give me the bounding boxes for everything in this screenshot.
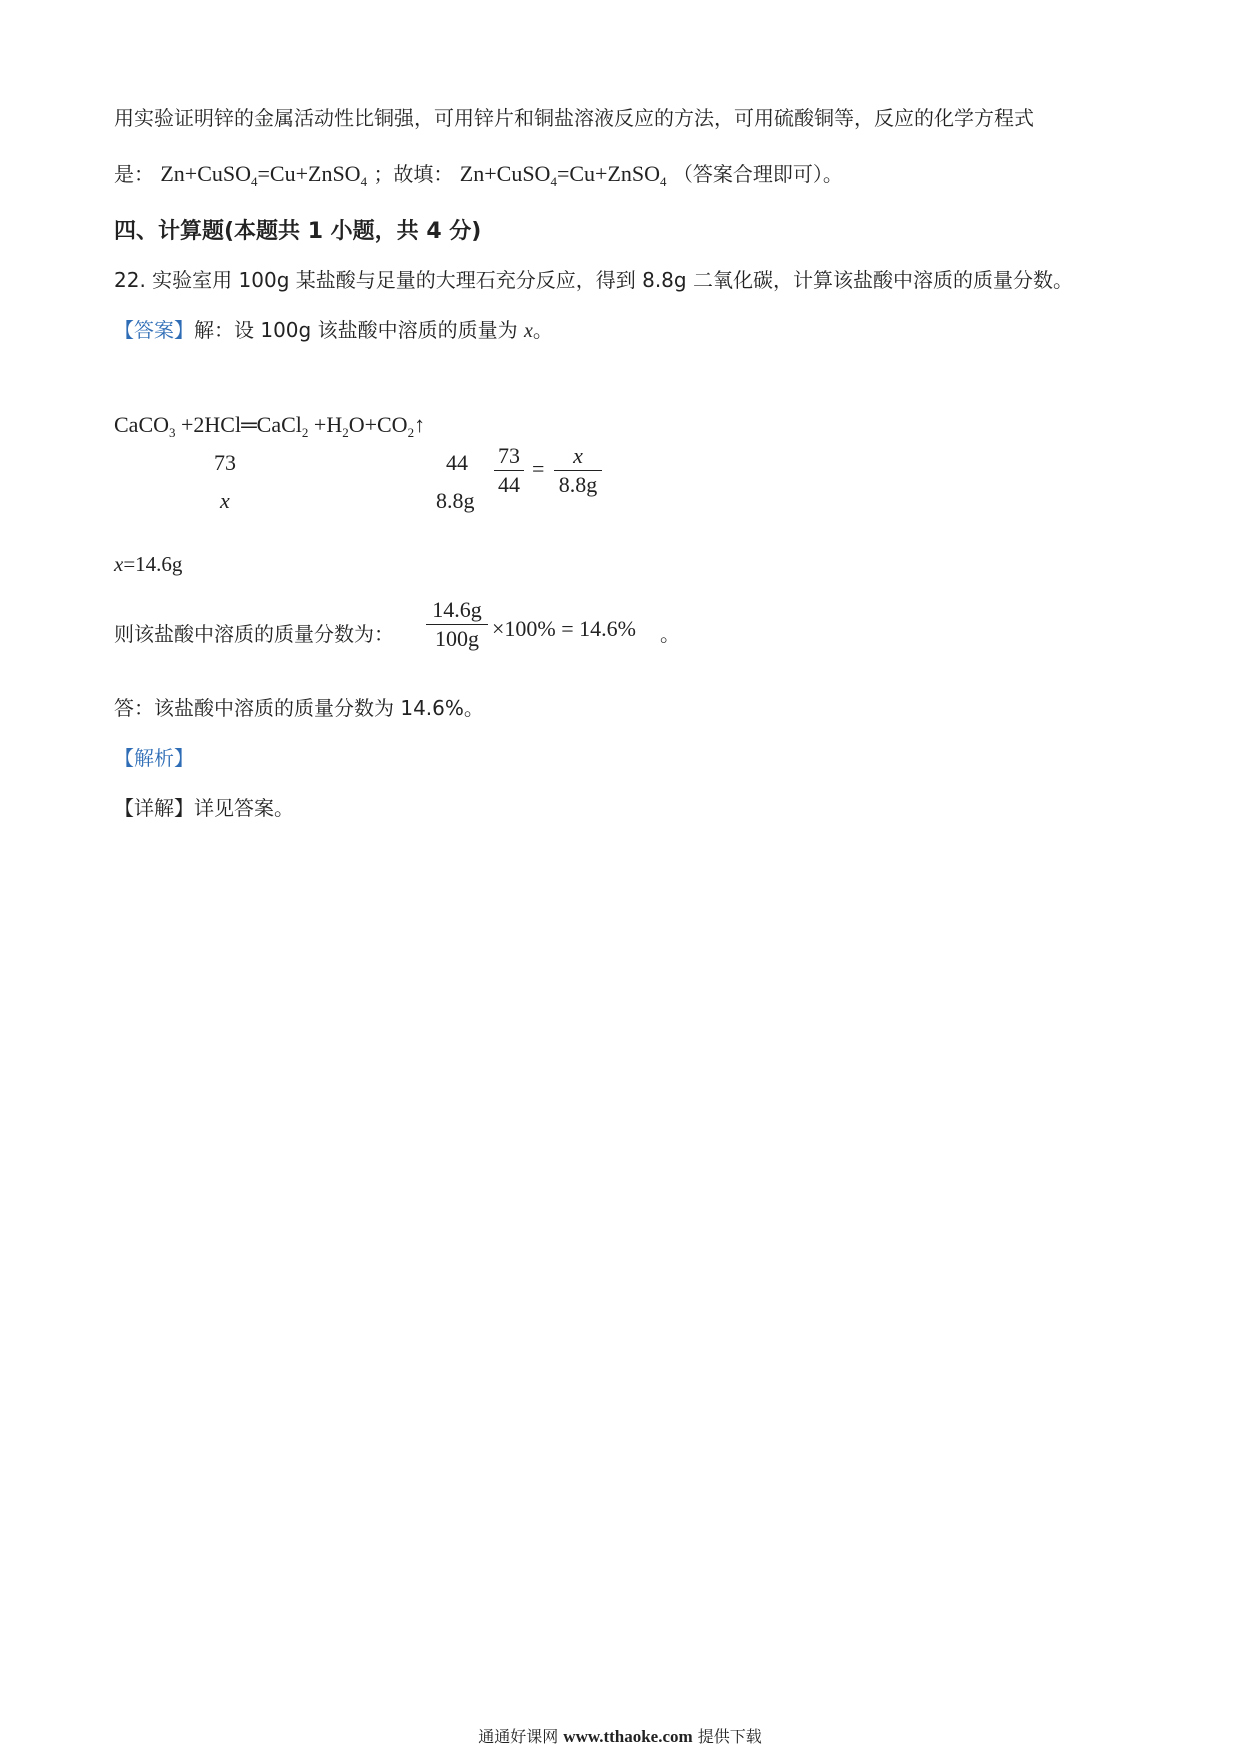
section-heading: 四、计算题(本题共 1 小题，共 4 分) <box>114 219 482 244</box>
paragraph-suffix: （答案合理即可）。 <box>672 162 843 186</box>
page-footer <box>0 1724 1240 1747</box>
paragraph-line-2 <box>114 160 843 188</box>
equation-answer: Zn+CuSO$_4$=Cu+ZnSO$_4$ <box>459 161 667 189</box>
footer-tail: 提供下载 <box>697 1727 762 1746</box>
footer-site: 通通好课网 <box>478 1727 559 1746</box>
answer-line <box>114 316 553 345</box>
answer-var: x <box>523 320 533 342</box>
paragraph-mid: ；故填： <box>373 162 454 186</box>
var-x: x <box>220 488 230 513</box>
result-value: =14.6g <box>123 552 183 576</box>
detail-line <box>114 794 294 822</box>
result-line <box>114 550 182 578</box>
percentage-end: 。 <box>660 622 680 646</box>
analysis-label: 【解析】 <box>114 746 194 770</box>
paragraph-line-1 <box>114 104 1034 132</box>
question-22: 22. 实验室用 100g 某盐酸与足量的大理石充分反应，得到 8.8g 二氧化碳，计算该盐酸中溶质的质量分数。 <box>114 268 1073 292</box>
chemical-equation <box>114 412 634 522</box>
footer-url[interactable]: www.tthaoke.com <box>563 1727 693 1746</box>
ratio-equals: = <box>532 456 545 481</box>
percentage-line <box>114 596 814 666</box>
ratio-right: x 8.8g <box>554 442 602 499</box>
detail-text: 详见答案。 <box>194 796 294 820</box>
given-mass: 8.8g <box>436 488 475 513</box>
mass-hcl: 73 <box>214 450 236 475</box>
percentage-prefix: 则该盐酸中溶质的质量分数为： <box>114 622 394 646</box>
mass-co2: 44 <box>446 450 468 475</box>
conclusion: 答：该盐酸中溶质的质量分数为 14.6%。 <box>114 696 484 720</box>
equation-zn-cuso4: Zn+CuSO$_4$=Cu+ZnSO$_4$ <box>160 161 368 189</box>
answer-text: 解：设 100g 该盐酸中溶质的质量为 <box>194 318 524 342</box>
result-var: x <box>114 552 124 576</box>
gas-arrow: ↑ <box>414 412 426 437</box>
answer-label: 【答案】 <box>114 318 194 342</box>
paragraph-text: 用实验证明锌的金属活动性比铜强，可用锌片和铜盐溶液反应的方法，可用硫酸铜等，反应的化学方程式 <box>114 106 1034 130</box>
equation-formula: CaCO$_3$ +2HCl═CaCl$_2$ $+H_2O+CO_2↑$ <box>114 412 426 440</box>
answer-end: 。 <box>532 318 553 342</box>
percentage-fraction: 14.6g 100g <box>426 596 488 653</box>
percentage-tail: ×100% = 14.6% <box>492 616 636 641</box>
detail-label: 【详解】 <box>114 796 194 820</box>
paragraph-prefix: 是： <box>114 162 154 186</box>
ratio-left: 73 44 <box>494 442 524 499</box>
